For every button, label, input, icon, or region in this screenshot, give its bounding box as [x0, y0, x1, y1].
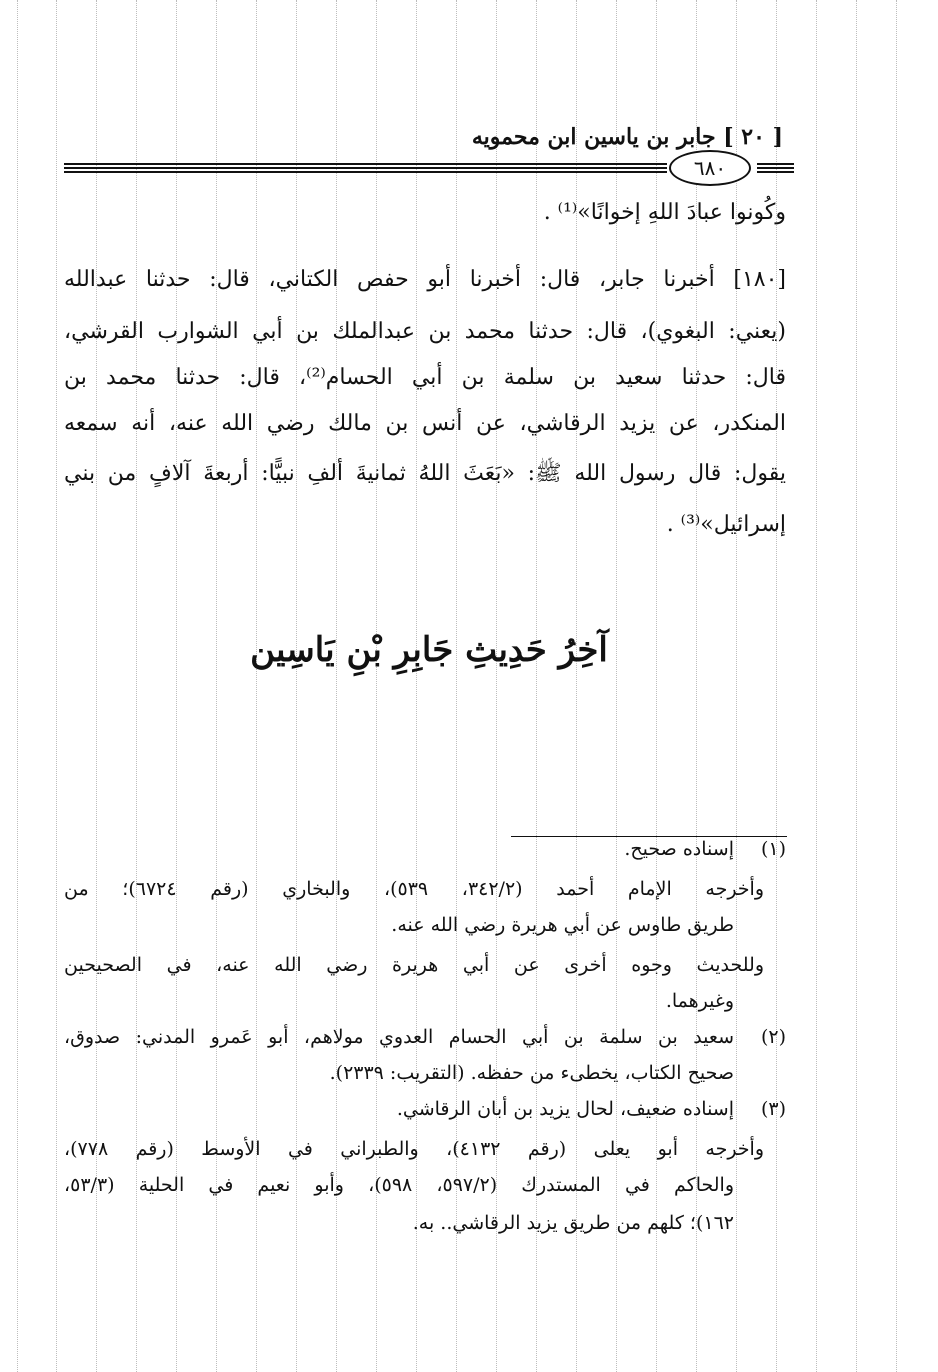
footnote-line: ١٦٢)؛ كلهم من طريق يزيد الرقاشي.. به. [412, 1212, 734, 1234]
footnote-line: وأخرجه أبو يعلى (رقم ٤١٣٢)، والطبراني في الأوسط (رقم ٧٧٨)، [64, 1138, 765, 1160]
page-number: ٦٨٠ [669, 150, 751, 186]
body-line: [١٨٠] أخبرنا جابر، قال: أخبرنا أبو حفص الكتاني، قال: حدثنا عبدالله [64, 267, 786, 292]
footnote-number: (٣) [760, 1098, 786, 1120]
body-line: وكُونوا عبادَ اللهِ إخوانًا»⁽¹⁾ . [543, 200, 786, 225]
closing-heading: آخِرُ حَدِيثِ جَابِرِ بْنِ يَاسِين [250, 630, 608, 670]
footnote-line: إسناده ضعيف، لحال يزيد بن أبان الرقاشي. [396, 1098, 734, 1120]
footnote-number: (٢) [760, 1026, 786, 1048]
body-line: المنكدر، عن يزيد الرقاشي، عن أنس بن مالك رضي الله عنه، أنه سمعه [64, 411, 786, 436]
footnote-number: (١) [760, 838, 786, 860]
header-rule [64, 163, 667, 177]
body-line: قال: حدثنا سعيد بن سلمة بن أبي الحسام⁽²⁾، قال: حدثنا محمد بن [64, 365, 787, 390]
body-line: إسرائيل»⁽³⁾ . [666, 512, 786, 537]
body-line: (يعني: البغوي)، قال: حدثنا محمد بن عبدالملك بن أبي الشوارب القرشي، [64, 319, 786, 344]
running-header-title: [ ٢٠ ] جابر بن ياسين ابن محمويه [471, 124, 783, 150]
footnote-line: إسناده صحيح. [624, 838, 734, 860]
footnote-line: سعيد بن سلمة بن أبي الحسام العدوي مولاهم، أبو عَمرو المدني: صدوق، [64, 1026, 734, 1048]
footnote-line: وأخرجه الإمام أحمد (٣٤٢/٢، ٥٣٩)، والبخاري (رقم ٦٧٢٤)؛ من [64, 878, 765, 900]
footnote-line: وغيرهما. [665, 990, 734, 1012]
footnote-line: وللحديث وجوه أخرى عن أبي هريرة رضي الله عنه، في الصحيحين [64, 954, 764, 976]
header-rule-right [757, 163, 794, 177]
footnote-line: صحيح الكتاب، يخطىء من حفظه. (التقريب: ٢٣٣٩). [329, 1062, 734, 1084]
body-line: يقول: قال رسول الله ﷺ: «بَعَثَ اللهُ ثمانيةَ ألفِ نبيًّا: أربعةَ آلافٍ من بني [64, 461, 786, 486]
footnote-line: طريق طاوس عن أبي هريرة رضي الله عنه. [391, 914, 734, 936]
footnote-line: والحاكم في المستدرك (٥٩٧/٢، ٥٩٨)، وأبو نعيم في الحلية (٥٣/٣، [64, 1174, 734, 1196]
